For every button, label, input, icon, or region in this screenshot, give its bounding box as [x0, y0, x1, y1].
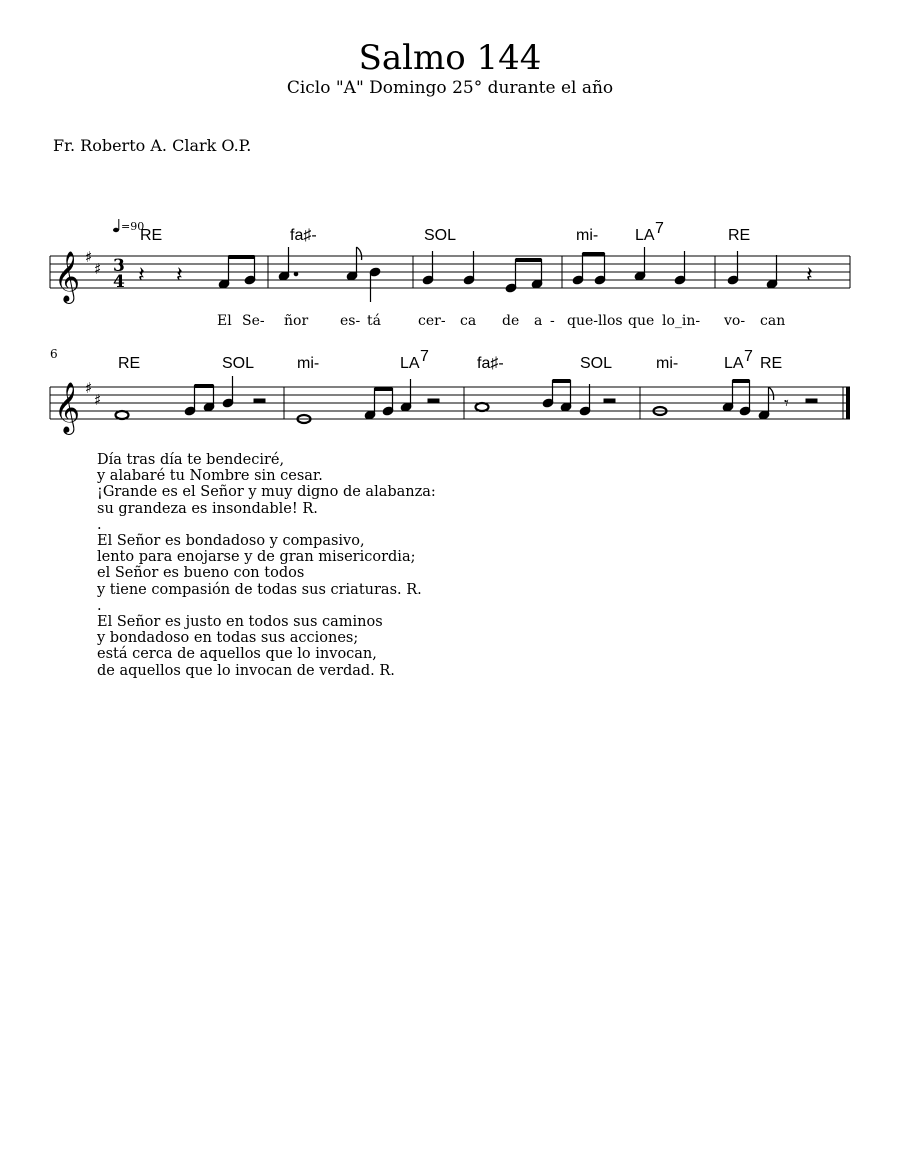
chord: LA — [635, 227, 655, 244]
verse-line: ¡Grande es el Señor y muy digno de alabanza: — [97, 484, 436, 501]
chord: SOL — [424, 227, 457, 244]
lyric-syllable: can — [760, 313, 786, 329]
chord: RE — [118, 355, 141, 372]
quarter-rest-icon: 𝄽 — [176, 263, 183, 288]
song-subtitle: Ciclo "A" Domingo 25° durante el año — [286, 78, 614, 98]
treble-clef-icon: 𝄞 — [54, 251, 81, 302]
lyric-syllable: a — [534, 313, 543, 329]
time-signature-top: 3 — [113, 256, 125, 276]
half-rest-icon — [604, 399, 615, 403]
svg-text:♯: ♯ — [94, 391, 102, 409]
chord: RE — [728, 227, 751, 244]
verse-line: está cerca de aquellos que lo invocan, — [97, 646, 377, 663]
lyrics-line — [217, 313, 785, 329]
chord-superscript: 7 — [744, 348, 753, 365]
chord: SOL — [222, 355, 255, 372]
verse-line: El Señor es justo en todos sus caminos — [97, 614, 383, 631]
time-signature-bottom: 4 — [113, 272, 125, 292]
treble-clef-icon: 𝄞 — [54, 382, 81, 433]
quarter-rest-icon: 𝄽 — [138, 263, 145, 288]
chords-system-1 — [140, 220, 750, 244]
verses-block — [97, 452, 436, 679]
notes-system-2 — [116, 376, 818, 423]
composer: Fr. Roberto A. Clark O.P. — [53, 136, 252, 155]
lyric-syllable: El — [217, 313, 232, 329]
chord: SOL — [580, 355, 613, 372]
lyric-syllable: es- — [340, 313, 361, 329]
lyric-syllable: tá — [367, 313, 381, 329]
chords-system-2 — [118, 348, 782, 372]
half-rest-icon — [428, 399, 439, 403]
chord: mi- — [297, 355, 320, 372]
song-title: Salmo 144 — [358, 38, 542, 78]
lyric-syllable: vo- — [724, 313, 746, 329]
eighth-rest-icon: 𝄾 — [784, 393, 789, 414]
lyric-syllable: que-llos — [567, 313, 623, 329]
svg-text:♯: ♯ — [85, 248, 93, 266]
lyric-syllable: - — [550, 313, 555, 329]
whole-note-head — [476, 403, 489, 411]
chord: LA — [724, 355, 744, 372]
key-signature-sharps-icon — [85, 379, 101, 409]
verse-line: y bondadoso en todas sus acciones; — [97, 630, 359, 647]
chord: RE — [760, 355, 783, 372]
lyric-syllable: Se- — [242, 313, 265, 329]
music-score — [0, 0, 900, 450]
measure-number: 6 — [50, 347, 58, 361]
key-signature-sharps-icon — [85, 248, 101, 278]
verse-line: su grandeza es insondable! R. — [97, 500, 318, 517]
lyric-syllable: de — [502, 313, 520, 329]
verse-line: y tiene compasión de todas sus criaturas. R. — [97, 581, 422, 598]
notes-system-1 — [138, 247, 813, 302]
verse-line: . — [97, 516, 102, 533]
tempo-value: =90 — [121, 220, 145, 233]
chord: LA — [400, 355, 420, 372]
lyric-syllable: lo_in- — [662, 313, 701, 329]
chord: fa♯- — [477, 355, 504, 372]
quarter-rest-icon: 𝄽 — [806, 263, 813, 288]
lyric-syllable: que — [628, 313, 655, 329]
verse-line: . — [97, 597, 102, 614]
lyric-syllable: ñor — [284, 313, 309, 329]
lyric-syllable: cer- — [418, 313, 446, 329]
chord-superscript: 7 — [420, 348, 429, 365]
chord: mi- — [656, 355, 679, 372]
chord: RE — [140, 227, 163, 244]
chord-superscript: 7 — [655, 220, 664, 237]
svg-text:♯: ♯ — [85, 379, 93, 397]
chord: mi- — [576, 227, 599, 244]
verse-line: de aquellos que lo invocan de verdad. R. — [97, 662, 395, 679]
verse-line: Día tras día te bendeciré, — [97, 452, 285, 468]
verse-line: El Señor es bondadoso y compasivo, — [97, 533, 365, 550]
quarter-note-icon — [113, 228, 119, 232]
lyric-syllable: ca — [460, 313, 477, 329]
chord: fa♯- — [290, 227, 317, 244]
verse-line: lento para enojarse y de gran misericordia; — [97, 549, 416, 566]
half-rest-icon — [806, 399, 817, 403]
note-dot — [294, 272, 298, 276]
verse-line: el Señor es bueno con todos — [97, 565, 305, 582]
svg-text:♯: ♯ — [94, 260, 102, 278]
verse-line: y alabaré tu Nombre sin cesar. — [97, 468, 323, 485]
half-rest-icon — [254, 399, 265, 403]
whole-note-head — [116, 411, 129, 419]
